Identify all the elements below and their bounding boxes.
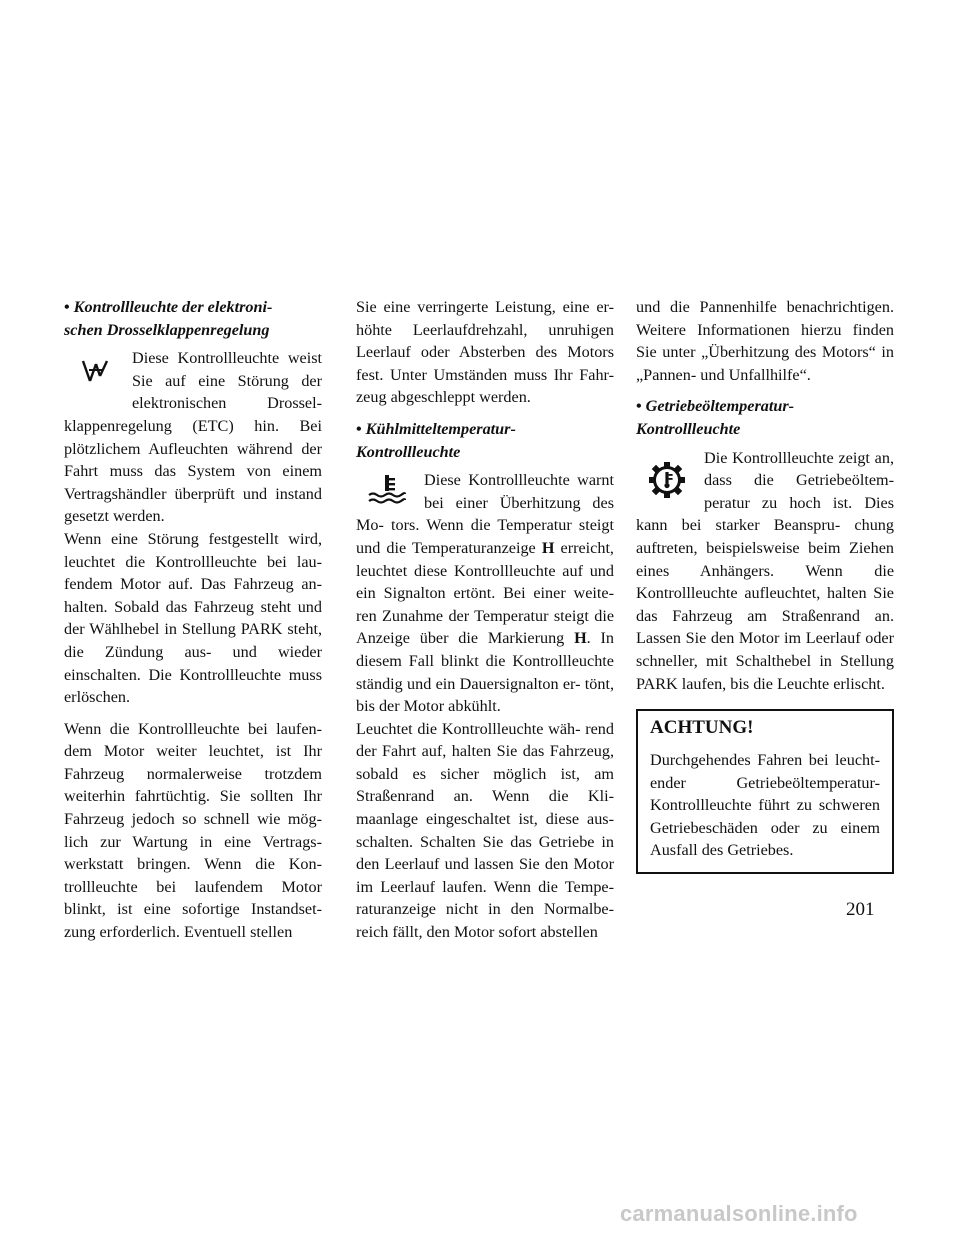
warning-title: ACHTUNG!: [650, 717, 754, 739]
heading-line-1: Kontrollleuchte der elektroni-: [73, 298, 273, 316]
warning-box: [636, 709, 894, 874]
column-3: [636, 296, 894, 874]
transmission-paragraph-1: [636, 447, 894, 696]
section-heading-etc: [64, 296, 322, 341]
coolant-paragraph-1: [356, 469, 614, 718]
heading-line-1: Getriebeöltemperatur-: [645, 397, 795, 416]
etc-paragraph-1: [64, 347, 322, 528]
column-2: [356, 296, 614, 953]
heading-line-2: Kontrollleuchte: [356, 442, 461, 461]
coolant-paragraph-2: Leuchtet die Kontrollleuchte wäh- rend der Fahrt auf, halten Sie das Fahrzeug, sobald es sicher möglich ist, am Straßenrand an. Wenn die Kli- maanlage eingeschaltet ist, diese aus- schalten. Schalten Sie das Getriebe in den Leerlauf und lassen Sie den Motor im Leerlauf laufen. Wenn die Tempe- raturanzeige nicht in den Normalbe- reich fällt, den Motor sofort abstellen: [356, 719, 614, 942]
heading-line-2: schen Drosselklappenregelung: [64, 320, 270, 339]
bullet: •: [64, 298, 70, 316]
coolant-text-a: Diese Kontrollleuchte warnt bei einer Überhitzung des Mo- tors. Wenn die Temperatur steigt und die Temperaturanzeige: [356, 471, 614, 557]
bullet: •: [356, 419, 362, 438]
etc-paragraph-3-continued: Sie eine verringerte Leistung, eine er- höhte Leerlaufdrehzahl, unruhigen Leerlauf oder Absterben des Motors fest. Unter Umständen muss Ihr Fahr- zeug abgeschleppt werden.: [356, 298, 614, 407]
bullet: •: [636, 397, 642, 416]
heading-line-2: Kontrollleuchte: [636, 419, 741, 438]
section-heading-transmission: [636, 395, 894, 440]
transmission-text: Die Kontrollleuchte zeigt an, dass die Getriebeöltem- peratur zu hoch ist. Dies kann bei starker Beanspru- chung auftreten, beispielsweise beim Ziehen eines Anhängers. Wenn die Kontrollleuchte aufleuchtet, halten Sie das Fahrzeug am Straßenrand an. Lassen Sie den Motor im Leerlauf oder schneller, mit Schalthebel in Stellung PARK laufen, bis die Leuchte erlischt.: [636, 448, 894, 693]
etc-paragraph-2: Wenn eine Störung festgestellt wird, leuchtet die Kontrollleuchte bei lau- fendem Motor auf. Das Fahrzeug an- halten. Sobald das Fahrzeug steht und der Wählhebel in Stellung PARK steht, die Zündung aus- und wieder einschalten. Die Kontrollleuchte muss erlöschen.: [64, 529, 322, 707]
transmission-temperature-icon: [636, 449, 698, 511]
page-number: 201: [846, 899, 875, 920]
coolant-text-c: . In diesem Fall blinkt die Kontrollleuchte ständig und ein Dauersignalton er- tönt, bis der Motor abkühlt.: [356, 629, 614, 716]
throttle-control-warning-icon: [64, 349, 126, 393]
warning-text: Durchgehendes Fahren bei leucht- ender Getriebeöltemperatur- Kontrollleuchte führt zu schweren Getriebeschäden oder zu einem Ausfall des Getriebes.: [650, 751, 880, 860]
coolant-text-b: erreicht, leuchtet diese Kontrollleuchte auf und ein Signalton ertönt. Bei einer weite- ren Zunahme der Temperatur steigt die Anzeige über die Markierung: [356, 538, 614, 648]
etc-paragraph-3: Wenn die Kontrollleuchte bei laufen- dem Motor weiter leuchtet, ist Ihr Fahrzeug normalerweise trotzdem weiterhin fahrtüchtig. Sie sollten Ihr Fahrzeug jedoch so schnell wie mög- lich zur Wartung in eine Vertrags- werkstatt bringen. Wenn die Kon- trollleuchte bei laufendem Motor blinkt, ist eine sofortige Instandset- zung erforderlich. Eventuell stellen: [64, 719, 322, 942]
heading-line-1: Kühlmitteltemperatur-: [365, 419, 516, 438]
coolant-paragraph-2-continued: und die Pannenhilfe benachrichtigen. Weitere Informationen hierzu finden Sie unter „Überhitzung des Motors“ in „Pannen- und Unfallhilfe“.: [636, 298, 894, 384]
column-1: [64, 296, 322, 953]
watermark: carmanualsonline.info: [620, 1201, 858, 1226]
h-mark: H: [574, 629, 587, 648]
etc-text-1: Diese Kontrollleuchte weist Sie auf eine Störung der elektronischen Drossel- klappenregelung (ETC) hin. Bei plötzlichem Aufleuchten während der Fahrt muss das System von einem Vertragshändler überprüft und instand gesetzt werden.: [64, 349, 322, 526]
section-heading-coolant: [356, 418, 614, 463]
coolant-temperature-icon: [356, 471, 418, 507]
h-mark: H: [541, 538, 555, 557]
